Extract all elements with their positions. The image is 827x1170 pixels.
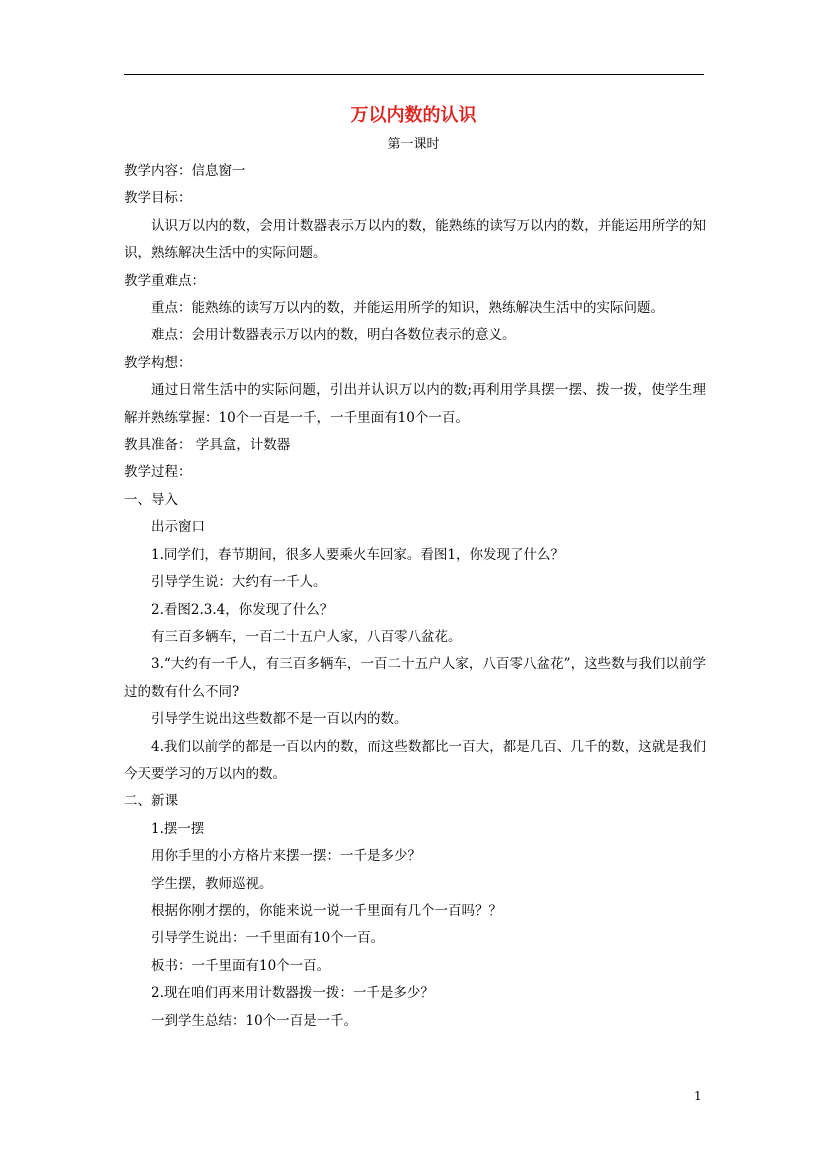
section-new-lesson-heading: 二、新课	[124, 793, 178, 810]
line-show-window: 出示窗口	[151, 519, 205, 536]
line-step-2: 2.看图2.3.4，你发现了什么？	[151, 601, 334, 618]
line-activity-1: 1.摆一摆	[151, 820, 205, 837]
line-activity-2-summary: 一到学生总结：10个一百是一千。	[151, 1012, 358, 1029]
line-content: 教学内容：信息窗一	[124, 163, 246, 179]
line-guide-3: 引导学生说出这些数都不是一百以内的数。	[151, 711, 408, 728]
line-activity-1-guide: 引导学生说出：一千里面有10个一百。	[151, 930, 385, 947]
header-rule	[124, 74, 704, 75]
line-guide-1: 引导学生说：大约有一千人。	[151, 574, 327, 591]
line-activity-1-task: 用你手里的小方格片来摆一摆：一千是多少？	[151, 848, 421, 865]
section-intro-heading: 一、导入	[124, 491, 178, 508]
line-difficult-point: 难点：会用计数器表示万以内的数，明白各数位表示的意义。	[151, 327, 516, 344]
line-key-heading: 教学重难点：	[124, 272, 205, 289]
line-key-point: 重点：能熟练的读写万以内的数，并能运用所学的知识，熟练解决生活中的实际问题。	[151, 300, 664, 317]
line-goals-heading: 教学目标：	[124, 190, 192, 207]
line-board-writing: 板书：一千里面有10个一百。	[151, 957, 331, 974]
document-body	[124, 158, 706, 1035]
paragraph-goals: 认识万以内的数，会用计数器表示万以内的数，能熟练的读写万以内的数，并能运用所学的知识，熟练解决生活中的实际问题。	[124, 217, 706, 262]
paragraph-step-3: 3.“大约有一千人，有三百多辆车，一百二十五户人家，八百零八盆花”，这些数与我们以前学过的数有什么不同?	[124, 656, 706, 700]
line-activity-2: 2.现在咱们再来用计数器拨一拨：一千是多少？	[151, 985, 434, 1002]
paragraph-step-4: 4.我们以前学的都是一百以内的数，而这些数都比一百大，都是几百、几千的数，这就是我们今天要学习的万以内的数。	[124, 738, 706, 782]
line-concept-heading: 教学构想：	[124, 354, 192, 371]
line-answer-2: 有三百多辆车，一百二十五户人家，八百零八盆花。	[151, 628, 462, 645]
document-subtitle: 第一课时	[387, 137, 440, 152]
line-process-heading: 教学过程：	[124, 464, 192, 481]
line-activity-1-question: 根据你刚才摆的，你能来说一说一千里面有几个一百吗？？	[151, 902, 502, 919]
line-step-1: 1.同学们，春节期间，很多人要乘火车回家。看图1，你发现了什么？	[151, 546, 564, 563]
paragraph-concept: 通过日常生活中的实际问题，引出并认识万以内的数;再利用学具摆一摆、拨一拨，使学生理解并熟练掌握：10个一百是一千，一千里面有10个一百。	[124, 382, 706, 426]
page-number: 1	[694, 1089, 702, 1103]
line-materials: 教具准备： 学具盒，计数器	[124, 437, 291, 454]
document-title: 万以内数的认识	[350, 105, 477, 126]
line-activity-1-students: 学生摆，教师巡视。	[151, 875, 273, 892]
